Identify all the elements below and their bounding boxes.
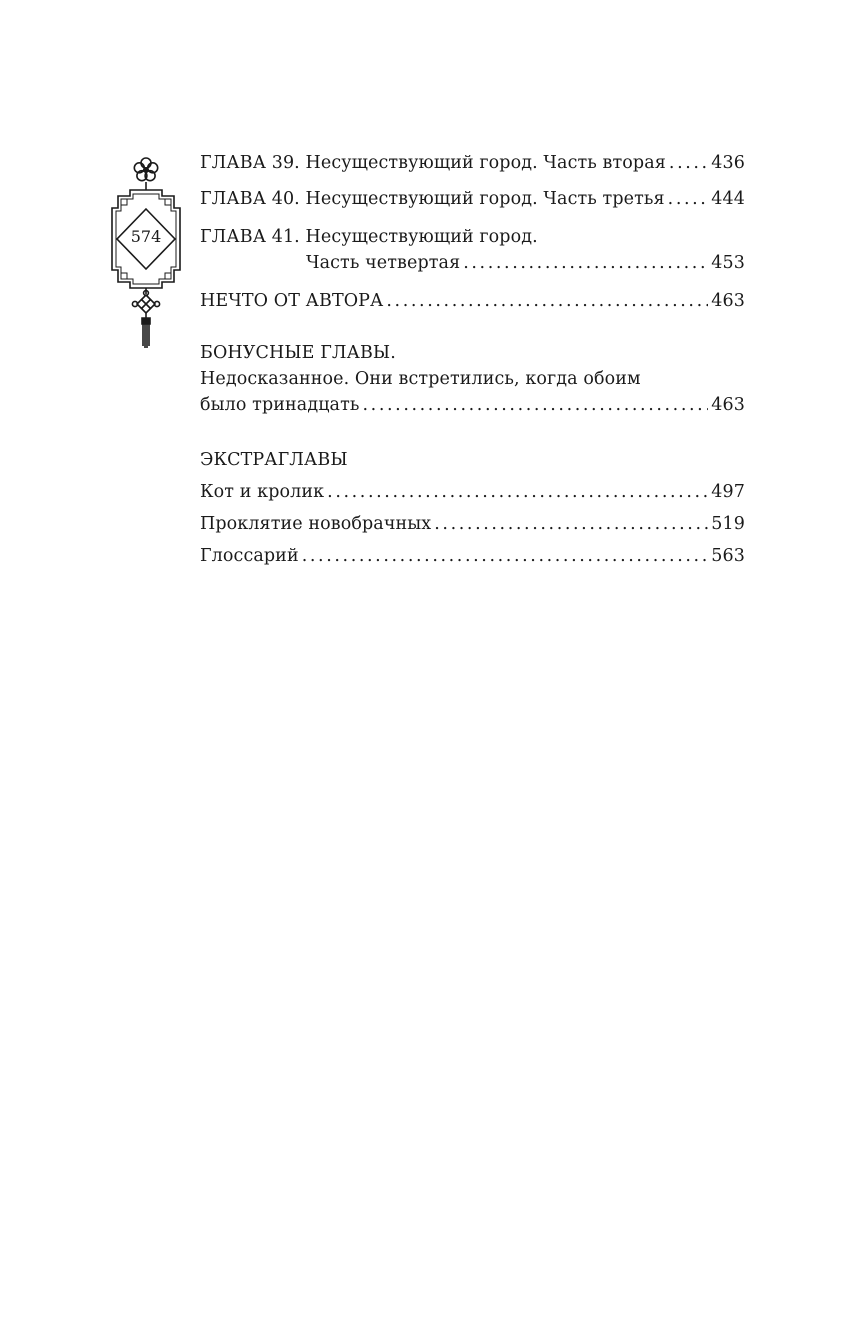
section-heading-extra: ЭКСТРАГЛАВЫ xyxy=(200,450,348,470)
table-of-contents xyxy=(200,150,745,569)
toc-entry-page: 444 xyxy=(711,189,745,209)
toc-entry-ch39[interactable] xyxy=(200,150,745,176)
dot-leader xyxy=(669,150,708,176)
dot-leader xyxy=(463,250,708,276)
toc-entry-title: ГЛАВА 40. Несуществующий город. Часть третья xyxy=(200,189,665,209)
toc-entry-title: Глоссарий xyxy=(200,546,299,566)
toc-entry-author[interactable] xyxy=(200,288,745,314)
dot-leader xyxy=(668,186,709,212)
dot-leader xyxy=(302,543,709,569)
toc-entry-page: 463 xyxy=(711,291,745,311)
toc-entry-ch40[interactable] xyxy=(200,186,745,212)
toc-entry-title: ГЛАВА 41. Несуществующий город. xyxy=(200,227,538,247)
dot-leader xyxy=(363,392,709,418)
dot-leader xyxy=(327,479,708,505)
toc-entry-extra[interactable] xyxy=(200,479,745,505)
toc-entry-page: 519 xyxy=(711,514,745,534)
toc-entry-page: 563 xyxy=(711,546,745,566)
toc-entry-page: 453 xyxy=(711,253,745,273)
toc-entry-extra[interactable] xyxy=(200,543,745,569)
toc-entry-title-continued: Часть четвертая xyxy=(306,253,461,273)
toc-entry-title: ГЛАВА 39. Несуществующий город. Часть вторая xyxy=(200,153,666,173)
toc-entry-page: 497 xyxy=(711,482,745,502)
toc-entry-page: 436 xyxy=(711,153,745,173)
toc-entry-extra[interactable] xyxy=(200,511,745,537)
section-heading-bonus: БОНУСНЫЕ ГЛАВЫ. xyxy=(200,343,396,363)
toc-entry-title: Кот и кролик xyxy=(200,482,325,502)
toc-entry-page: 463 xyxy=(711,395,745,415)
toc-entry-ch41[interactable] xyxy=(200,224,745,276)
dot-leader xyxy=(386,288,708,314)
toc-entry-title-continued: было тринадцать xyxy=(200,395,360,415)
dot-leader xyxy=(434,511,708,537)
toc-entry-title: Проклятие новобрачных xyxy=(200,514,432,534)
toc-entry-title: НЕЧТО ОТ АВТОРА xyxy=(200,291,384,311)
page-number-ornament xyxy=(106,152,186,352)
ornament-graphic xyxy=(106,152,186,352)
page-number: 574 xyxy=(130,227,162,246)
toc-entry-bonus[interactable] xyxy=(200,366,745,418)
toc-entry-title: Недосказанное. Они встретились, когда обоим xyxy=(200,369,641,389)
flower-icon xyxy=(134,158,157,181)
knot-icon xyxy=(132,291,159,313)
